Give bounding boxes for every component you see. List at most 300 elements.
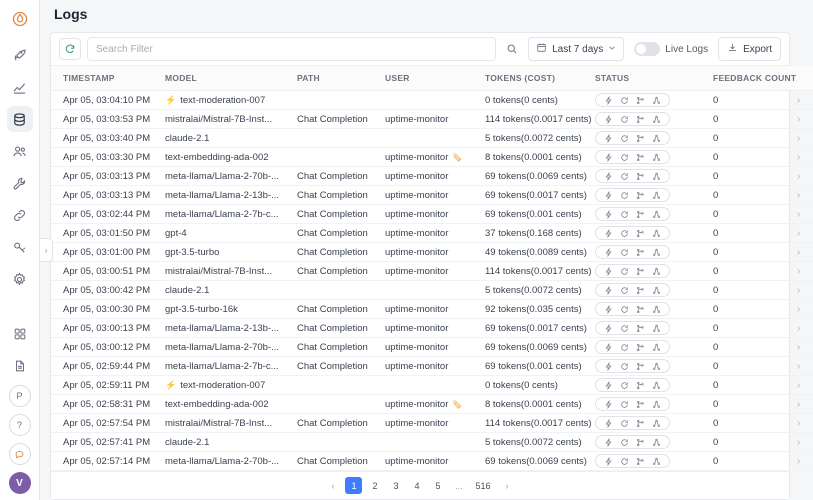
status-bolt-icon[interactable] [604, 381, 613, 390]
export-label: Export [743, 43, 772, 55]
live-logs-toggle[interactable] [630, 42, 712, 56]
cell-tokens: 69 tokens(0.001 cents) [479, 205, 589, 224]
cell-status [589, 319, 707, 338]
status-badge[interactable] [595, 397, 670, 411]
search-input[interactable] [96, 44, 487, 55]
status-badge[interactable] [595, 264, 670, 278]
row-expand-chevron-icon[interactable]: › [791, 452, 813, 471]
column-path[interactable]: PATH [291, 66, 379, 91]
download-icon [727, 42, 738, 56]
table-row[interactable] [51, 110, 813, 129]
table-row[interactable] [51, 224, 813, 243]
status-share-icon[interactable] [652, 134, 661, 143]
cell-status [589, 338, 707, 357]
cell-timestamp: Apr 05, 02:59:44 PM [51, 357, 159, 376]
cell-status [589, 414, 707, 433]
row-expand-chevron-icon[interactable]: › [791, 205, 813, 224]
live-logs-label: Live Logs [665, 43, 709, 55]
cell-model: claude-2.1 [159, 281, 291, 300]
pagination-page-4[interactable]: 4 [414, 480, 420, 491]
status-branch-icon[interactable] [636, 210, 645, 219]
status-branch-icon[interactable] [636, 305, 645, 314]
logs-card [50, 32, 801, 500]
row-expand-chevron-icon[interactable]: › [791, 110, 813, 129]
cell-path [291, 395, 379, 414]
cell-timestamp: Apr 05, 02:57:54 PM [51, 414, 159, 433]
pagination-ellipsis[interactable]: ... [455, 480, 463, 491]
cell-tokens: 92 tokens(0.035 cents) [479, 300, 589, 319]
cell-feedback: 0 [707, 414, 791, 433]
cell-status [589, 452, 707, 471]
status-bolt-icon[interactable] [604, 400, 613, 409]
toolbar [51, 33, 789, 66]
status-share-icon[interactable] [652, 381, 661, 390]
table-row[interactable] [51, 452, 813, 471]
table-row[interactable] [51, 414, 813, 433]
status-badge[interactable] [595, 435, 670, 449]
status-branch-icon[interactable] [636, 191, 645, 200]
status-share-icon[interactable] [652, 362, 661, 371]
app-logo-icon[interactable] [7, 6, 33, 32]
cell-model: mistralai/Mistral-7B-Inst... [159, 110, 291, 129]
status-bolt-icon[interactable] [604, 343, 613, 352]
cell-feedback: 0 [707, 243, 791, 262]
cell-user: uptime-monitor 🏷️ [379, 395, 479, 414]
cell-timestamp: Apr 05, 03:02:44 PM [51, 205, 159, 224]
row-expand-chevron-icon[interactable]: › [791, 376, 813, 395]
cell-timestamp: Apr 05, 02:58:31 PM [51, 395, 159, 414]
table-row[interactable] [51, 319, 813, 338]
cell-path: Chat Completion [291, 224, 379, 243]
table-header [51, 66, 813, 91]
status-branch-icon[interactable] [636, 153, 645, 162]
logs-table-scroll[interactable] [51, 66, 801, 471]
chevron-down-icon [608, 44, 616, 55]
row-expand-chevron-icon[interactable]: › [791, 414, 813, 433]
sidebar-item-tools[interactable] [7, 170, 33, 196]
cell-tokens: 49 tokens(0.0089 cents) [479, 243, 589, 262]
sidebar-item-rocket[interactable] [7, 42, 33, 68]
cell-model: meta-llama/Llama-2-7b-c... [159, 357, 291, 376]
table-row[interactable] [51, 167, 813, 186]
main-content [40, 0, 800, 500]
cell-tokens: 5 tokens(0.0072 cents) [479, 281, 589, 300]
cell-model: claude-2.1 [159, 433, 291, 452]
cell-status [589, 376, 707, 395]
cell-model: gpt-3.5-turbo [159, 243, 291, 262]
status-badge[interactable] [595, 150, 670, 164]
cell-tokens: 37 tokens(0.168 cents) [479, 224, 589, 243]
status-retry-icon[interactable] [620, 210, 629, 219]
cell-status [589, 357, 707, 376]
row-expand-chevron-icon[interactable]: › [791, 300, 813, 319]
column-model[interactable]: MODEL [159, 66, 291, 91]
status-badge[interactable] [595, 416, 670, 430]
row-expand-chevron-icon[interactable]: › [791, 319, 813, 338]
cell-path: Chat Completion [291, 414, 379, 433]
status-badge[interactable] [595, 93, 670, 107]
column-feedback[interactable]: FEEDBACK COUNT [707, 66, 791, 91]
status-retry-icon[interactable] [620, 153, 629, 162]
status-share-icon[interactable] [652, 305, 661, 314]
row-expand-chevron-icon[interactable]: › [791, 186, 813, 205]
cell-timestamp: Apr 05, 03:03:40 PM [51, 129, 159, 148]
cell-feedback: 0 [707, 186, 791, 205]
status-share-icon[interactable] [652, 286, 661, 295]
status-bolt-icon[interactable] [604, 267, 613, 276]
table-row[interactable] [51, 338, 813, 357]
status-branch-icon[interactable] [636, 248, 645, 257]
status-retry-icon[interactable] [620, 286, 629, 295]
status-branch-icon[interactable] [636, 267, 645, 276]
cell-path: Chat Completion [291, 243, 379, 262]
pagination-page-3[interactable]: 3 [393, 480, 399, 491]
p-badge-icon[interactable]: P [9, 385, 31, 407]
sidebar-item-users[interactable] [7, 138, 33, 164]
status-retry-icon[interactable] [620, 134, 629, 143]
status-share-icon[interactable] [652, 438, 661, 447]
status-share-icon[interactable] [652, 419, 661, 428]
cell-feedback: 0 [707, 281, 791, 300]
status-badge[interactable] [595, 378, 670, 392]
export-button[interactable] [718, 37, 781, 61]
cell-status [589, 395, 707, 414]
status-retry-icon[interactable] [620, 172, 629, 181]
cell-model: gpt-4 [159, 224, 291, 243]
sidebar [0, 0, 48, 500]
status-share-icon[interactable] [652, 172, 661, 181]
cell-path [291, 433, 379, 452]
sidebar-item-api-keys[interactable] [7, 234, 33, 260]
status-share-icon[interactable] [652, 115, 661, 124]
status-retry-icon[interactable] [620, 343, 629, 352]
status-retry-icon[interactable] [620, 324, 629, 333]
row-expand-chevron-icon[interactable]: › [791, 433, 813, 452]
cell-tokens: 0 tokens(0 cents) [479, 376, 589, 395]
cell-user: uptime-monitor [379, 414, 479, 433]
cell-status [589, 167, 707, 186]
status-share-icon[interactable] [652, 210, 661, 219]
status-bolt-icon[interactable] [604, 438, 613, 447]
cell-path: Chat Completion [291, 338, 379, 357]
status-branch-icon[interactable] [636, 115, 645, 124]
status-badge[interactable] [595, 321, 670, 335]
status-share-icon[interactable] [652, 400, 661, 409]
calendar-icon [536, 42, 547, 56]
live-logs-switch[interactable] [634, 42, 660, 56]
search-icon[interactable] [502, 39, 522, 59]
status-share-icon[interactable] [652, 248, 661, 257]
cell-status [589, 205, 707, 224]
grid-icon[interactable] [7, 321, 33, 347]
status-branch-icon[interactable] [636, 457, 645, 466]
cell-user [379, 91, 479, 110]
status-branch-icon[interactable] [636, 324, 645, 333]
refresh-icon[interactable] [59, 38, 81, 60]
column-timestamp[interactable]: TIMESTAMP [51, 66, 159, 91]
status-bolt-icon[interactable] [604, 96, 613, 105]
pagination [51, 471, 789, 499]
cell-path: Chat Completion [291, 452, 379, 471]
status-retry-icon[interactable] [620, 419, 629, 428]
cell-path: Chat Completion [291, 357, 379, 376]
table-row[interactable] [51, 433, 813, 452]
status-retry-icon[interactable] [620, 96, 629, 105]
status-share-icon[interactable] [652, 229, 661, 238]
page-title: Logs [54, 6, 88, 22]
status-share-icon[interactable] [652, 267, 661, 276]
cell-user [379, 129, 479, 148]
row-expand-chevron-icon[interactable]: › [791, 148, 813, 167]
cell-path [291, 129, 379, 148]
status-share-icon[interactable] [652, 457, 661, 466]
column-user[interactable]: USER [379, 66, 479, 91]
status-bolt-icon[interactable] [604, 172, 613, 181]
cell-path: Chat Completion [291, 300, 379, 319]
cell-model: gpt-3.5-turbo-16k [159, 300, 291, 319]
status-retry-icon[interactable] [620, 115, 629, 124]
status-badge[interactable] [595, 131, 670, 145]
status-retry-icon[interactable] [620, 305, 629, 314]
cell-timestamp: Apr 05, 03:03:53 PM [51, 110, 159, 129]
cell-feedback: 0 [707, 262, 791, 281]
status-retry-icon[interactable] [620, 191, 629, 200]
table-row[interactable] [51, 357, 813, 376]
status-branch-icon[interactable] [636, 172, 645, 181]
status-branch-icon[interactable] [636, 286, 645, 295]
cell-model: meta-llama/Llama-2-13b-... [159, 186, 291, 205]
cell-user: uptime-monitor [379, 357, 479, 376]
status-share-icon[interactable] [652, 96, 661, 105]
pagination-prev[interactable]: ‹ [331, 480, 335, 491]
cell-timestamp: Apr 05, 03:00:30 PM [51, 300, 159, 319]
status-bolt-icon[interactable] [604, 229, 613, 238]
status-bolt-icon[interactable] [604, 248, 613, 257]
status-badge[interactable] [595, 169, 670, 183]
avatar[interactable]: V [9, 472, 31, 494]
row-expand-chevron-icon[interactable]: › [791, 395, 813, 414]
status-branch-icon[interactable] [636, 343, 645, 352]
column-status[interactable]: STATUS [589, 66, 707, 91]
cell-feedback: 0 [707, 338, 791, 357]
pagination-page-1[interactable]: 1 [345, 477, 362, 494]
cell-path: Chat Completion [291, 319, 379, 338]
cell-model: mistralai/Mistral-7B-Inst... [159, 262, 291, 281]
cell-timestamp: Apr 05, 03:03:13 PM [51, 167, 159, 186]
cell-user: uptime-monitor 🏷️ [379, 148, 479, 167]
status-retry-icon[interactable] [620, 400, 629, 409]
cell-tokens: 114 tokens(0.0017 cents) [479, 414, 589, 433]
cell-timestamp: Apr 05, 03:00:51 PM [51, 262, 159, 281]
question-badge-icon[interactable]: ? [9, 414, 31, 436]
table-row[interactable] [51, 205, 813, 224]
status-badge[interactable] [595, 283, 670, 297]
cell-timestamp: Apr 05, 03:01:00 PM [51, 243, 159, 262]
cell-status [589, 433, 707, 452]
status-badge[interactable] [595, 454, 670, 468]
cell-path: Chat Completion [291, 167, 379, 186]
status-retry-icon[interactable] [620, 267, 629, 276]
status-retry-icon[interactable] [620, 229, 629, 238]
cell-tokens: 8 tokens(0.0001 cents) [479, 148, 589, 167]
status-bolt-icon[interactable] [604, 134, 613, 143]
row-expand-chevron-icon[interactable]: › [791, 281, 813, 300]
cell-feedback: 0 [707, 319, 791, 338]
cell-user: uptime-monitor [379, 243, 479, 262]
row-expand-chevron-icon[interactable]: › [791, 167, 813, 186]
status-retry-icon[interactable] [620, 457, 629, 466]
table-row[interactable] [51, 243, 813, 262]
search-field[interactable] [87, 37, 496, 61]
sidebar-item-analytics[interactable] [7, 74, 33, 100]
cell-path: Chat Completion [291, 205, 379, 224]
status-branch-icon[interactable] [636, 229, 645, 238]
status-bolt-icon[interactable] [604, 286, 613, 295]
cell-model: meta-llama/Llama-2-70b-... [159, 167, 291, 186]
table-row[interactable] [51, 376, 813, 395]
status-branch-icon[interactable] [636, 362, 645, 371]
date-range-button[interactable] [528, 37, 624, 61]
cell-user: uptime-monitor [379, 110, 479, 129]
row-expand-chevron-icon[interactable]: › [791, 357, 813, 376]
cell-status [589, 91, 707, 110]
cell-model: meta-llama/Llama-2-70b-... [159, 338, 291, 357]
row-expand-chevron-icon[interactable]: › [791, 91, 813, 110]
row-expand-chevron-icon[interactable]: › [791, 262, 813, 281]
cell-tokens: 69 tokens(0.0017 cents) [479, 186, 589, 205]
cell-tokens: 69 tokens(0.0017 cents) [479, 319, 589, 338]
pagination-page-2[interactable]: 2 [372, 480, 378, 491]
status-retry-icon[interactable] [620, 381, 629, 390]
status-share-icon[interactable] [652, 191, 661, 200]
cell-tokens: 69 tokens(0.0069 cents) [479, 452, 589, 471]
status-bolt-icon[interactable] [604, 362, 613, 371]
row-expand-chevron-icon[interactable]: › [791, 243, 813, 262]
table-row[interactable] [51, 91, 813, 110]
sidebar-item-integrations[interactable] [7, 202, 33, 228]
status-badge[interactable] [595, 207, 670, 221]
cell-model: meta-llama/Llama-2-7b-c... [159, 205, 291, 224]
cell-user: uptime-monitor [379, 319, 479, 338]
cell-user: uptime-monitor [379, 300, 479, 319]
cell-feedback: 0 [707, 300, 791, 319]
status-share-icon[interactable] [652, 324, 661, 333]
document-icon[interactable] [7, 353, 33, 379]
status-branch-icon[interactable] [636, 419, 645, 428]
date-range-label: Last 7 days [552, 43, 604, 55]
cell-status [589, 224, 707, 243]
status-badge[interactable] [595, 112, 670, 126]
status-branch-icon[interactable] [636, 134, 645, 143]
cell-tokens: 5 tokens(0.0072 cents) [479, 129, 589, 148]
sidebar-drawer-handle[interactable]: › [40, 238, 53, 262]
cell-model: text-embedding-ada-002 [159, 148, 291, 167]
cell-timestamp: Apr 05, 02:59:11 PM [51, 376, 159, 395]
status-badge[interactable] [595, 245, 670, 259]
cell-feedback: 0 [707, 205, 791, 224]
cell-status [589, 281, 707, 300]
cell-user: uptime-monitor [379, 186, 479, 205]
cell-model: mistralai/Mistral-7B-Inst... [159, 414, 291, 433]
cell-timestamp: Apr 05, 03:04:10 PM [51, 91, 159, 110]
status-bolt-icon[interactable] [604, 153, 613, 162]
status-badge[interactable] [595, 188, 670, 202]
cell-user [379, 376, 479, 395]
table-row[interactable] [51, 395, 813, 414]
row-expand-chevron-icon[interactable]: › [791, 338, 813, 357]
status-retry-icon[interactable] [620, 362, 629, 371]
status-branch-icon[interactable] [636, 438, 645, 447]
pagination-next[interactable]: › [505, 480, 509, 491]
table-row[interactable] [51, 148, 813, 167]
status-retry-icon[interactable] [620, 438, 629, 447]
cell-status [589, 148, 707, 167]
cell-status [589, 110, 707, 129]
cell-timestamp: Apr 05, 03:00:12 PM [51, 338, 159, 357]
pagination-page-5[interactable]: 5 [435, 480, 441, 491]
cell-user [379, 433, 479, 452]
status-branch-icon[interactable] [636, 400, 645, 409]
status-badge[interactable] [595, 226, 670, 240]
cell-feedback: 0 [707, 110, 791, 129]
cell-feedback: 0 [707, 129, 791, 148]
status-share-icon[interactable] [652, 343, 661, 352]
table-row[interactable] [51, 186, 813, 205]
status-retry-icon[interactable] [620, 248, 629, 257]
row-expand-chevron-icon[interactable]: › [791, 129, 813, 148]
cell-status [589, 186, 707, 205]
chat-badge-icon[interactable] [9, 443, 31, 465]
status-bolt-icon[interactable] [604, 457, 613, 466]
status-badge[interactable] [595, 340, 670, 354]
status-share-icon[interactable] [652, 153, 661, 162]
cell-feedback: 0 [707, 395, 791, 414]
column-tokens[interactable]: TOKENS (COST) [479, 66, 589, 91]
cell-status [589, 243, 707, 262]
table-row[interactable] [51, 281, 813, 300]
sidebar-item-logs[interactable] [7, 106, 33, 132]
logs-table [51, 66, 813, 471]
sidebar-bottom [7, 321, 33, 500]
status-badge[interactable] [595, 302, 670, 316]
cell-timestamp: Apr 05, 03:03:13 PM [51, 186, 159, 205]
status-bolt-icon[interactable] [604, 115, 613, 124]
cell-path: Chat Completion [291, 186, 379, 205]
cell-status [589, 129, 707, 148]
cell-model: meta-llama/Llama-2-13b-... [159, 319, 291, 338]
status-branch-icon[interactable] [636, 96, 645, 105]
status-branch-icon[interactable] [636, 381, 645, 390]
status-bolt-icon[interactable] [604, 324, 613, 333]
cell-tokens: 69 tokens(0.0069 cents) [479, 338, 589, 357]
lightning-icon: ⚡ [165, 379, 177, 390]
cell-tokens: 8 tokens(0.0001 cents) [479, 395, 589, 414]
table-row[interactable] [51, 129, 813, 148]
row-expand-chevron-icon[interactable]: › [791, 224, 813, 243]
status-badge[interactable] [595, 359, 670, 373]
status-bolt-icon[interactable] [604, 305, 613, 314]
status-bolt-icon[interactable] [604, 191, 613, 200]
cell-user: uptime-monitor [379, 452, 479, 471]
cell-timestamp: Apr 05, 03:00:13 PM [51, 319, 159, 338]
status-bolt-icon[interactable] [604, 210, 613, 219]
table-row[interactable] [51, 262, 813, 281]
cell-path [291, 376, 379, 395]
status-bolt-icon[interactable] [604, 419, 613, 428]
pagination-page-last[interactable]: 516 [475, 480, 491, 491]
table-row[interactable] [51, 300, 813, 319]
sidebar-item-settings[interactable] [7, 266, 33, 292]
